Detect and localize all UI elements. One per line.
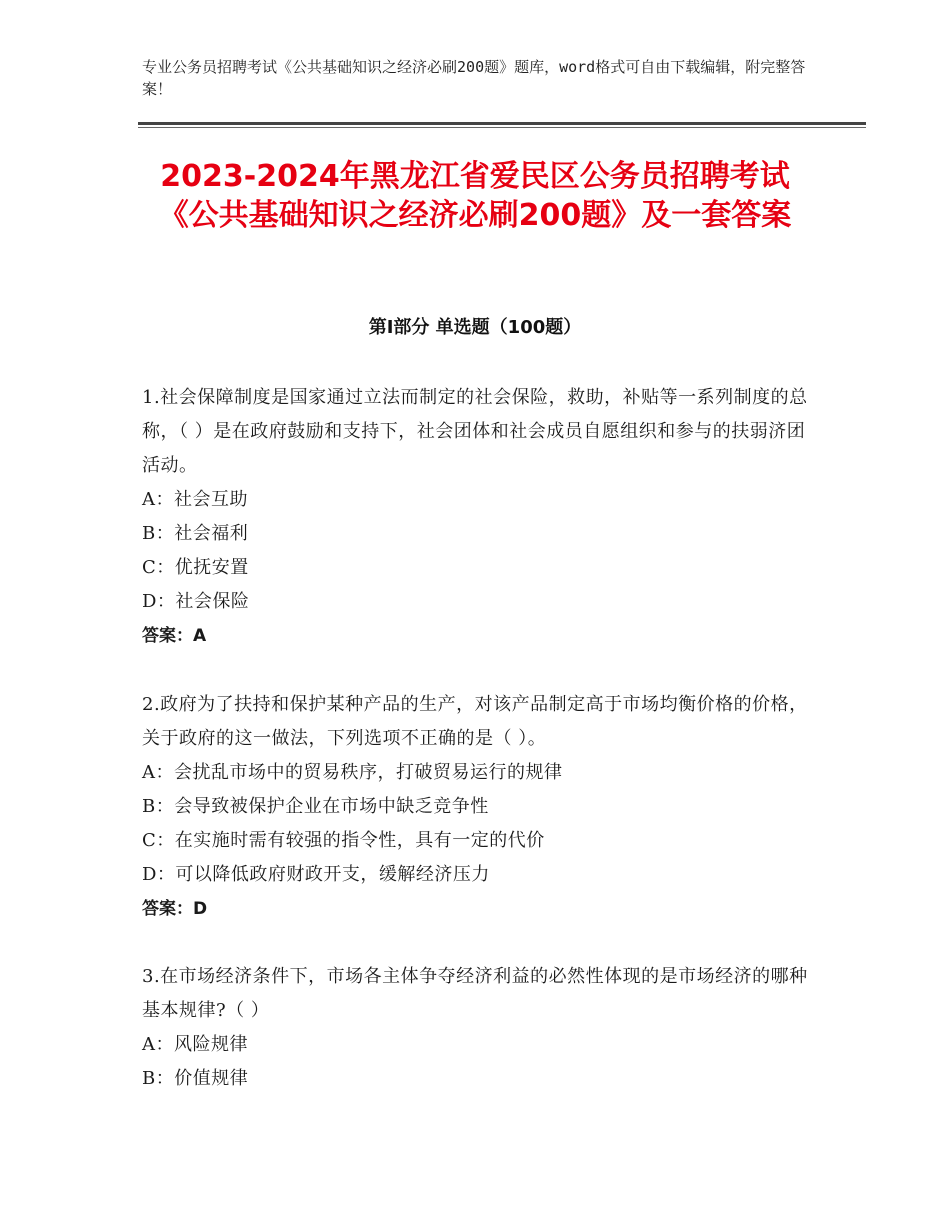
header-rule [138, 122, 866, 125]
document-title: 2023-2024年黑龙江省爱民区公务员招聘考试《公共基础知识之经济必刷200题》及一套答案 [158, 159, 792, 233]
option-b: B：会导致被保护企业在市场中缺乏竞争性 [142, 796, 489, 817]
option-a: A：会扰乱市场中的贸易秩序，打破贸易运行的规律 [142, 762, 563, 783]
answer: 答案：A [142, 626, 207, 646]
question-stem: 1.社会保障制度是国家通过立法而制定的社会保险，救助，补贴等一系列制度的总称，（ ）是在政府鼓励和支持下，社会团体和社会成员自愿组织和参与的扶弱济团活动。 [142, 387, 808, 476]
question-stem: 3.在市场经济条件下，市场各主体争夺经济利益的必然性体现的是市场经济的哪种基本规律?（ ） [142, 966, 808, 1021]
section-title: 第I部分 单选题（100题） [368, 317, 582, 338]
header-rule-thin [138, 127, 866, 128]
question-stem: 2.政府为了扶持和保护某种产品的生产，对该产品制定高于市场均衡价格的价格，关于政府的这一做法，下列选项不正确的是（ ）。 [142, 694, 808, 749]
option-d: D：社会保险 [142, 591, 250, 612]
option-b: B：价值规律 [142, 1068, 249, 1089]
question-2 [142, 688, 822, 926]
question-1 [142, 381, 822, 653]
option-c: C：优抚安置 [142, 557, 249, 578]
option-b: B：社会福利 [142, 523, 249, 544]
header-note: 专业公务员招聘考试《公共基础知识之经济必刷200题》题库，word格式可自由下载编辑，附完整答案！ [142, 58, 806, 98]
option-c: C：在实施时需有较强的指令性，具有一定的代价 [142, 830, 545, 851]
option-a: A：社会互助 [142, 489, 248, 510]
option-d: D：可以降低政府财政开支，缓解经济压力 [142, 864, 490, 885]
answer: 答案：D [142, 899, 208, 919]
option-a: A：风险规律 [142, 1034, 248, 1055]
question-3 [142, 960, 822, 1096]
